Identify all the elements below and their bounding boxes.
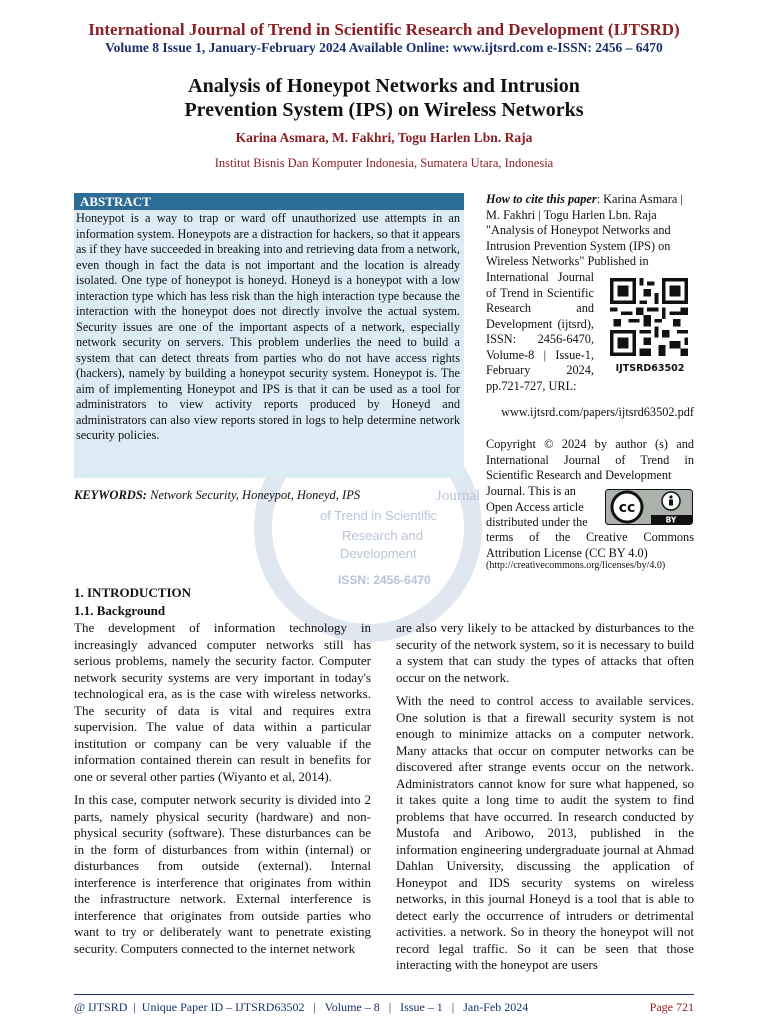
watermark-line4: Development bbox=[340, 546, 417, 561]
abstract-heading: ABSTRACT bbox=[74, 193, 464, 210]
issue-line: Volume 8 Issue 1, January-February 2024 Available Online: www.ijtsrd.com e-ISSN: 2456 – 6470 bbox=[105, 40, 663, 55]
body-column-right bbox=[396, 620, 694, 981]
footer-text: @ IJTSRD | Unique Paper ID – IJTSRD63502 | Volume – 8 | Issue – 1 | Jan-Feb 2024 bbox=[74, 1000, 529, 1014]
cc-badge-by: BY bbox=[665, 515, 677, 525]
citation-url[interactable]: www.ijtsrd.com/papers/ijtsrd63502.pdf bbox=[501, 405, 694, 419]
body-column-left bbox=[74, 620, 371, 964]
license-url[interactable]: (http://creativecommons.org/licenses/by/4.0) bbox=[486, 560, 666, 571]
copyright-open-access: Journal. This is an Open Access article distributed under the bbox=[486, 484, 588, 529]
citation-details: International Journal of Trend in Scientific Research and Development (ijtsrd), ISSN: 2456-6470, Volume-8 | Issue-1, February 2024, pp.721-727, URL: bbox=[486, 270, 594, 393]
keywords-label: KEYWORDS: bbox=[74, 488, 147, 502]
paragraph: The development of information technology in increasingly advanced computer networks still has serious problems, namely the security factor. Computer network security systems are very important in today's technological era, as is the case with wireless networks. The security of data is vital and requires extra supervision. The value of data within a particular institution or company can be very valuable if the information contained therein can result in benefits for one or several other parties (Wiyanto et al, 2014). bbox=[74, 620, 371, 784]
qr-code-block bbox=[606, 278, 694, 376]
footer bbox=[74, 1000, 694, 1015]
citation-intro-text: : Karina Asmara | M. Fakhri | Togu Harlen Lbn. Raja "Analysis of Honeypot Networks and Intrusion Prevention System (IPS) on Wireless Networks" Published in bbox=[486, 192, 683, 268]
subsection-heading: 1.1. Background bbox=[74, 603, 166, 618]
copyright-license: terms of the Creative Commons Attribution License (CC BY 4.0) bbox=[486, 530, 694, 560]
section-heading: 1. INTRODUCTION bbox=[74, 585, 192, 600]
abstract-box bbox=[74, 193, 464, 478]
cc-by-badge-icon[interactable] bbox=[605, 489, 693, 525]
authors: Karina Asmara, M. Fakhri, Togu Harlen Lbn. Raja bbox=[235, 130, 533, 145]
watermark-issn: ISSN: 2456-6470 bbox=[338, 573, 431, 587]
paper-title-line1: Analysis of Honeypot Networks and Intrusion bbox=[188, 75, 580, 97]
paragraph: are also very likely to be attacked by disturbances to the security of the network system, so it is necessary to build a system that can study the types of attacks that often occur on the network. bbox=[396, 620, 694, 685]
journal-title: International Journal of Trend in Scientific Research and Development (IJTSRD) bbox=[88, 20, 680, 39]
paper-id-label: IJTSRD63502 bbox=[615, 363, 685, 374]
citation-label: How to cite this paper bbox=[486, 192, 597, 206]
watermark-line1: Journal bbox=[436, 488, 481, 504]
paper-title-line2: Prevention System (IPS) on Wireless Networks bbox=[184, 99, 584, 121]
paragraph: With the need to control access to available services. One solution is that a firewall security system is not enough to minimize attacks on a computer network. Many attacks that occur on computer networks can be discovered after strange events occur on the network. Administrators cannot know for sure what happened, so it takes quite a long time to audit the system to find problems that have occurred. In research conducted by Mustofa and Aribowo, 2013, published in the information engineering undergraduate journal at Ahmad Dahlan University, discussing the application of Honeypot and IDS security systems on wireless networks, in this journal Honeyd is a tool that is able to detect early the occurrence of intruders or detrimental activities. a network. So in theory the honeypot will not record legal traffic. So it can be seen that those interacting with the honeypot are users bbox=[396, 693, 694, 972]
cc-badge-cc: cc bbox=[618, 500, 636, 516]
copyright-text: Copyright © 2024 by author (s) and International Journal of Trend in Scientific Research and Development bbox=[486, 437, 694, 482]
paragraph: In this case, computer network security is divided into 2 parts, namely physical security (hardware) and non-physical security (software). These disturbances can be in the form of disturbances from within (internal) or disturbances from outside (external). Internal interference is interference that originates from within the infrastructure network. External interference is interference that originates from outside parties who want to try or deliberately want to penetrate existing security. Computers connected to the internet network bbox=[74, 792, 371, 956]
affiliation: Institut Bisnis Dan Komputer Indonesia, Sumatera Utara, Indonesia bbox=[214, 156, 554, 170]
paper-title bbox=[0, 74, 768, 122]
page-number: Page 721 bbox=[649, 1000, 694, 1014]
keywords bbox=[74, 488, 464, 503]
citation-intro bbox=[486, 192, 694, 270]
watermark-line2: of Trend in Scientific bbox=[320, 508, 438, 523]
footer-divider bbox=[74, 994, 694, 995]
watermark-line3: Research and bbox=[342, 528, 423, 543]
qr-code-icon bbox=[606, 278, 692, 356]
abstract-text: Honeypot is a way to trap or ward off unauthorized use attempts in an information system. Honeypots are a distraction for hackers, so that it appears as if they have succeeded in breaking into and retrieving data from a network, even though in fact the data is not important and the location is already isolated. One type of honeypot is honeyd. Honeyd is a honeypot with a low interaction type which has less risk than the high interaction type because the interaction with the honeypot does not directly involve the actual system. Security issues are one of the important aspects of a network, especially network security on servers. This problem underlies the need to build a system that can detect threats from parties who do not have access rights (hackers), namely by building a honeypot security system. Honeypot is. The aim of implementing Honeypot and IPS is that it can be used as a tool for administrators to view activity reports produced by Honeyd and administrators can also view reports stored in logs to help determine network security policies. bbox=[76, 211, 460, 442]
keywords-text: Network Security, Honeypot, Honeyd, IPS bbox=[150, 488, 361, 502]
